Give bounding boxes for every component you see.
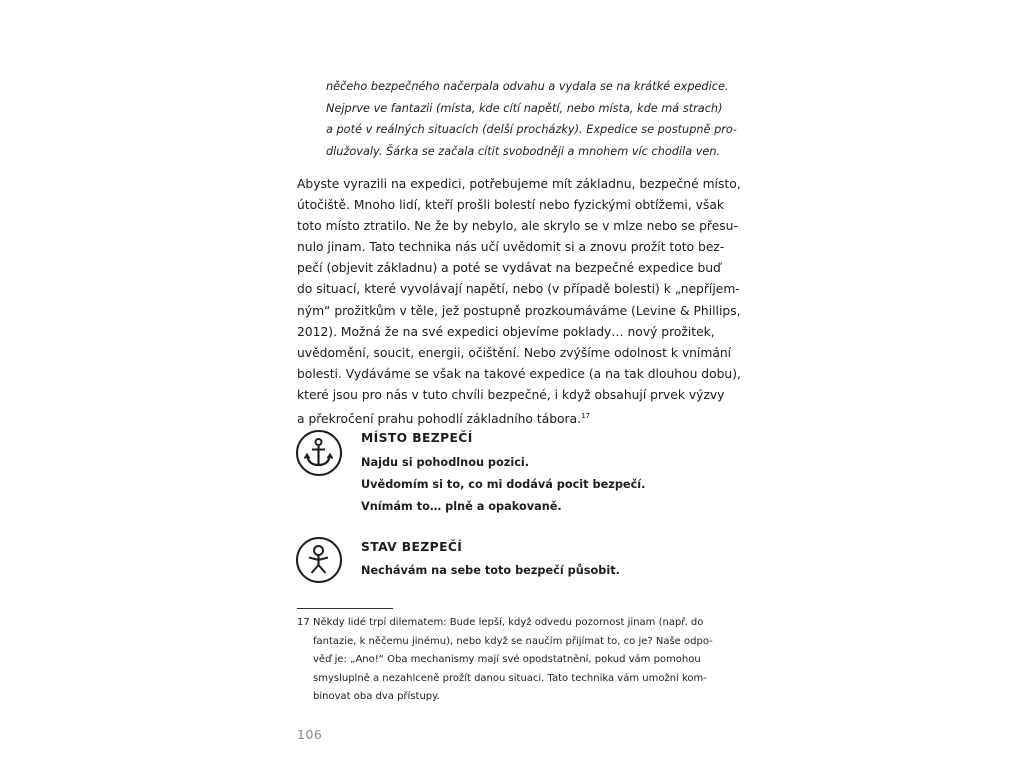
exercise-step: Uvědomím si to, co mi dodává pocit bezpečí. [361, 478, 646, 491]
exercise-step: Najdu si pohodlnou pozici. [361, 456, 530, 469]
footnote-number: 17 [297, 617, 310, 628]
quote-line: a poté v reálných situacích (delší procházky). Expedice se postupně pro- [326, 123, 737, 136]
exercise-misto-bezpeci [296, 430, 716, 520]
paragraph-line: bolesti. Vydáváme se však na takové expedice (a na tak dlouhou dobu), [297, 366, 741, 381]
footnote-line: Někdy lidé trpí dilematem: Bude lepší, když odvedu pozornost jinam (např. do [313, 617, 704, 628]
exercise-stav-bezpeci [296, 537, 716, 587]
paragraph-line: nulo jinam. Tato technika nás učí uvědomit si a znovu prožít toto bez- [297, 240, 725, 255]
paragraph-line: a překročení prahu pohodlí základního tábora. [297, 412, 582, 427]
page-number: 106 [297, 727, 323, 742]
exercise-title: MÍSTO BEZPEČÍ [361, 431, 473, 445]
paragraph-line: do situací, které vyvolávají napětí, nebo (v případě bolesti) k „nepříjem- [297, 282, 740, 297]
paragraph-line: toto místo ztratilo. Ne že by nebylo, ale skrylo se v mlze nebo se přesu- [297, 219, 738, 234]
footnote-line: binovat oba dva přístupy. [313, 691, 440, 703]
paragraph-line: ným“ prožitkům v těle, jež postupně prozkoumáváme (Levine & Phillips, [297, 303, 741, 318]
quote-line: Nejprve ve fantazii (místa, kde cítí napětí, nebo místa, kde má strach) [326, 101, 723, 115]
footnote-line: věď je: „Ano!“ Oba mechanismy mají své opodstatnění, pokud vám pomohou [313, 654, 701, 666]
anchor-icon [296, 430, 342, 476]
footnote-divider [297, 608, 393, 609]
quote-line: dlužovaly. Šárka se začala cítit svobodněji a mnohem víc chodila ven. [326, 144, 721, 158]
paragraph-line: Abyste vyrazili na expedici, potřebujeme mít základnu, bezpečné místo, [297, 177, 741, 191]
stick-figure-icon [296, 537, 342, 583]
case-study-quote [326, 76, 737, 162]
paragraph-last-line [297, 406, 707, 430]
paragraph-line: které jsou pro nás v tuto chvíli bezpečné, i když obsahují prvek výzvy [297, 387, 725, 402]
quote-line: něčeho bezpečného načerpala odvahu a vydala se na krátké expedice. [326, 80, 729, 93]
paragraph-line: uvědomění, soucit, energii, očištění. Nebo zvýšíme odolnost k vnímání [297, 345, 732, 360]
footnote-line: smysluplně a nezahlceně prožít danou situaci. Tato technika vám umožní kom- [313, 672, 707, 684]
footnote-line: fantazie, k něčemu jinému), nebo když se naučím přijímat to, co je? Naše odpo- [313, 635, 713, 647]
main-paragraph [297, 174, 741, 430]
footnote [297, 614, 713, 707]
footnote-reference[interactable]: 17 [581, 412, 590, 421]
paragraph-line: pečí (objevit základnu) a poté se vydávat na bezpečné expedice buď [297, 261, 721, 276]
exercise-title: STAV BEZPEČÍ [361, 540, 463, 554]
paragraph-line: útočiště. Mnoho lidí, kteří prošli bolestí nebo fyzickými obtížemi, však [297, 198, 724, 213]
exercise-step: Nechávám na sebe toto bezpečí působit. [361, 564, 620, 577]
exercise-step: Vnímám to… plně a opakovaně. [361, 500, 562, 513]
paragraph-line: 2012). Možná že na své expedici objevíme poklady… nový prožitek, [297, 324, 715, 339]
